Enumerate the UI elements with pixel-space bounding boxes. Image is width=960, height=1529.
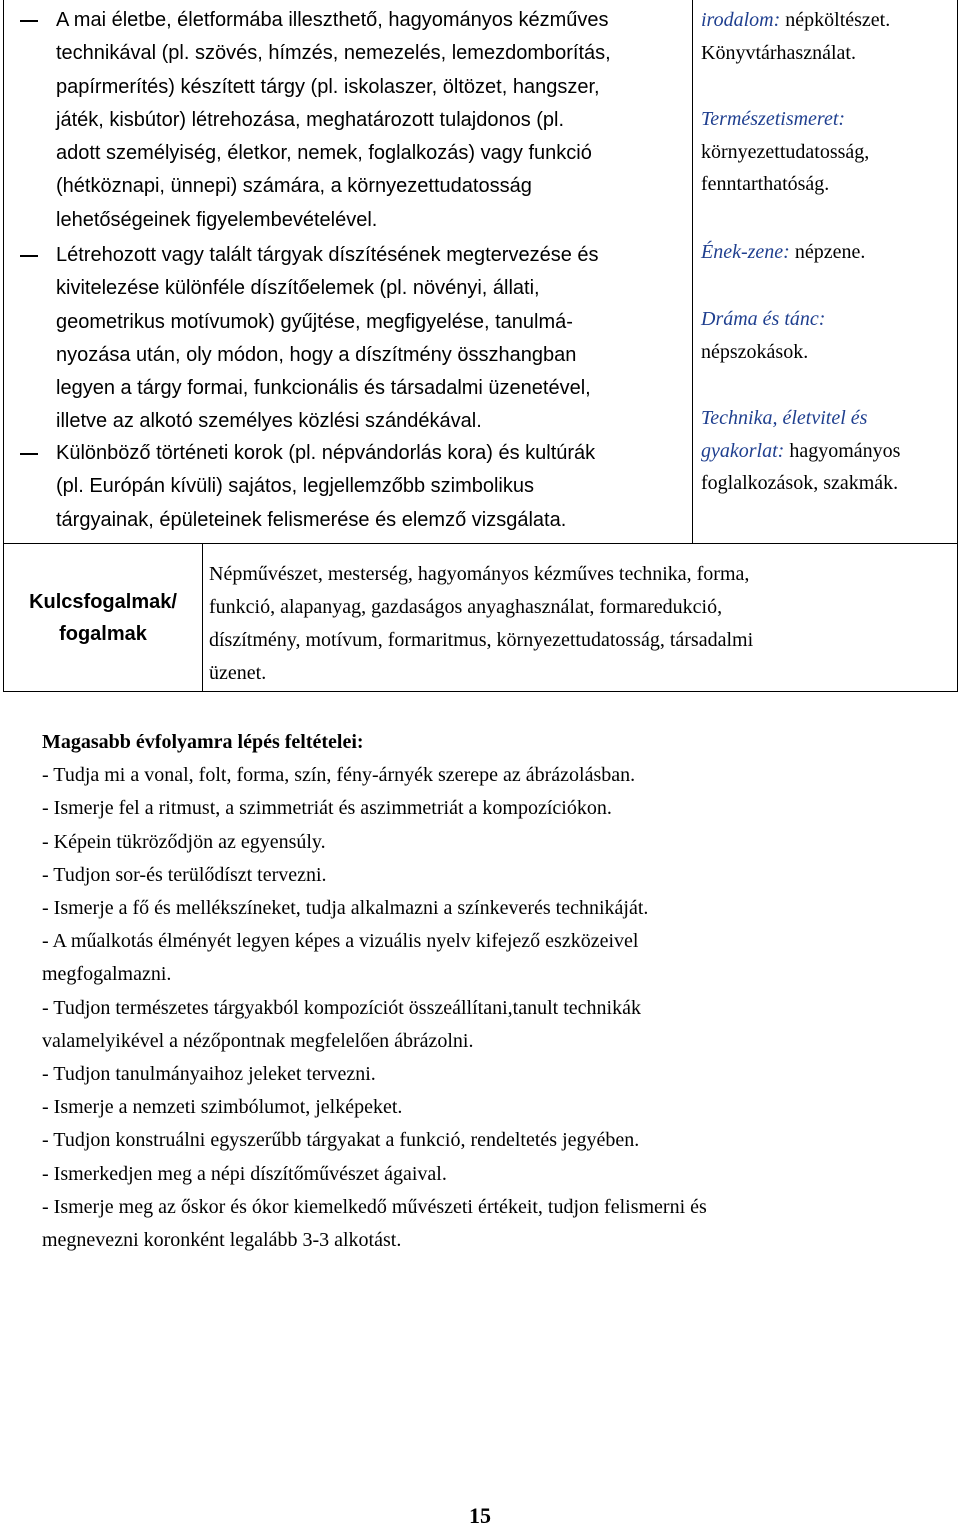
bullet-text (20, 4, 684, 237)
bullet-line: geometrikus motívumok) gyűjtése, megfigyelése, tanulmá- (56, 310, 573, 333)
bullet-line: kivitelezése különféle díszítőelemek (pl. növényi, állati, (56, 277, 540, 300)
key-concepts-text (209, 558, 954, 690)
bullet-line: Létrehozott vagy talált tárgyak díszítésének megtervezése és (56, 244, 599, 266)
bullet-line: (pl. Európán kívüli) sajátos, legjellemzőbb szimbolikus (56, 475, 534, 498)
content-bullet (20, 4, 684, 237)
connection-text: fenntarthatóság. (701, 173, 830, 195)
bullet-line: (hétköznapi, ünnepi) számára, a környezettudatosság (56, 175, 532, 198)
connection-label: Természetismeret: (701, 108, 846, 130)
development-tasks-cell (4, 0, 693, 543)
requirement-line: - Ismerje fel a ritmust, a szimmetriát és aszimmetriát a kompozíciókon. (42, 797, 612, 820)
key-concepts-line: üzenet. (209, 662, 267, 684)
dash-bullet-icon (20, 20, 38, 22)
requirement-line: - Ismerje a fő és mellékszíneket, tudja alkalmazni a színkeverés technikáját. (42, 897, 649, 920)
requirement-line: megnevezni koronként legalább 3-3 alkotást. (42, 1229, 402, 1252)
bullet-line: Különböző történeti korok (pl. népvándorlás kora) és kultúrák (56, 442, 596, 464)
key-concepts-line: funkció, alapanyag, gazdaságos anyaghasználat, formaredukció, (209, 596, 723, 618)
page-number: 15 (469, 1503, 491, 1528)
key-concepts-label-line: fogalmak (59, 622, 147, 645)
requirement-line: - Ismerje a nemzeti szimbólumot, jelképeket. (42, 1096, 403, 1119)
requirement-line: - Ismerje meg az őskor és ókor kiemelkedő művészeti értékeit, tudjon felismerni és (42, 1195, 707, 1218)
connection-irodalom (701, 4, 890, 69)
requirement-line: - Tudjon tanulmányaihoz jeleket tervezni. (42, 1063, 376, 1086)
bullet-line: nyozása után, oly módon, hogy a díszítmény összhangban (56, 343, 577, 366)
connection-technika (701, 402, 900, 500)
connection-label: Dráma és tánc: (701, 308, 826, 330)
requirement-line: - Képein tükröződjön az egyensúly. (42, 830, 326, 853)
bullet-line: tárgyainak, épületeinek felismerése és elemző vizsgálata. (56, 508, 567, 531)
connection-drama-tanc (701, 303, 825, 368)
connection-termeszetismeret (701, 103, 869, 201)
promotion-requirements-section (42, 726, 922, 1257)
subject-connections-cell (694, 0, 958, 543)
key-concepts-row (3, 544, 958, 692)
requirement-line: megfogalmazni. (42, 963, 172, 986)
connection-text: környezettudatosság, (701, 140, 870, 163)
bullet-text (20, 437, 684, 537)
requirements-heading: Magasabb évfolyamra lépés feltételei: (42, 731, 364, 753)
bullet-line: A mai életbe, életformába illeszthető, hagyományos kézműves (56, 9, 609, 31)
dash-bullet-icon (20, 255, 38, 257)
content-bullet (20, 239, 684, 439)
content-table-row (3, 0, 958, 544)
connection-text: népköltészet. (785, 9, 891, 31)
bullet-line: technikával (pl. szövés, hímzés, nemezelés, lemezdomborítás, (56, 42, 611, 65)
connection-text: népzene. (794, 241, 866, 263)
key-concepts-label-line: Kulcsfogalmak/ (29, 590, 177, 613)
bullet-line: legyen a tárgy formai, funkcionális és társadalmi üzenetével, (56, 377, 591, 400)
requirement-line: valamelyikével a nézőpontnak megfelelően ábrázolni. (42, 1029, 474, 1052)
connection-text: hagyományos (789, 439, 901, 462)
bullet-line: játék, kisbútor) létrehozása, meghatározott tulajdonos (pl. (56, 108, 565, 131)
requirement-line: - Tudjon konstruálni egyszerűbb tárgyakat a funkció, rendeltetés jegyében. (42, 1129, 640, 1152)
connection-text: foglalkozások, szakmák. (701, 472, 899, 494)
connection-label: Ének-zene: (701, 241, 790, 263)
connection-label: Technika, életvitel és (701, 407, 868, 429)
connection-text: népszokások. (701, 340, 809, 363)
content-bullet (20, 437, 684, 537)
key-concepts-line: díszítmény, motívum, formaritmus, környezettudatosság, társadalmi (209, 629, 754, 651)
bullet-line: papírmerítés) készített tárgy (pl. iskolaszer, öltözet, hangszer, (56, 75, 600, 98)
connection-label: gyakorlat: (701, 439, 785, 462)
connection-label: irodalom: (701, 9, 781, 31)
connection-text: Könyvtárhasználat. (701, 41, 856, 64)
requirement-line: - Tudjon természetes tárgyakból kompozíciót összeállítani,tanult technikák (42, 996, 641, 1019)
requirement-line: - Tudja mi a vonal, folt, forma, szín, fény-árnyék szerepe az ábrázolásban. (42, 764, 636, 787)
key-concepts-line: Népművészet, mesterség, hagyományos kézműves technika, forma, (209, 563, 750, 585)
bullet-line: illetve az alkotó személyes közlési szándékával. (56, 410, 482, 433)
requirement-line: - Ismerkedjen meg a népi díszítőművészet ágaival. (42, 1162, 447, 1185)
bullet-line: lehetőségeinek figyelembevételével. (56, 208, 378, 231)
bullet-line: adott személyiség, életkor, nemek, foglalkozás) vagy funkció (56, 142, 592, 165)
connection-enek-zene (701, 236, 865, 269)
dash-bullet-icon (20, 453, 38, 455)
key-concepts-label (4, 544, 203, 691)
requirement-line: - A műalkotás élményét legyen képes a vizuális nyelv kifejező eszközeivel (42, 930, 639, 953)
bullet-text (20, 239, 684, 439)
requirement-line: - Tudjon sor-és terülődíszt tervezni. (42, 863, 327, 886)
